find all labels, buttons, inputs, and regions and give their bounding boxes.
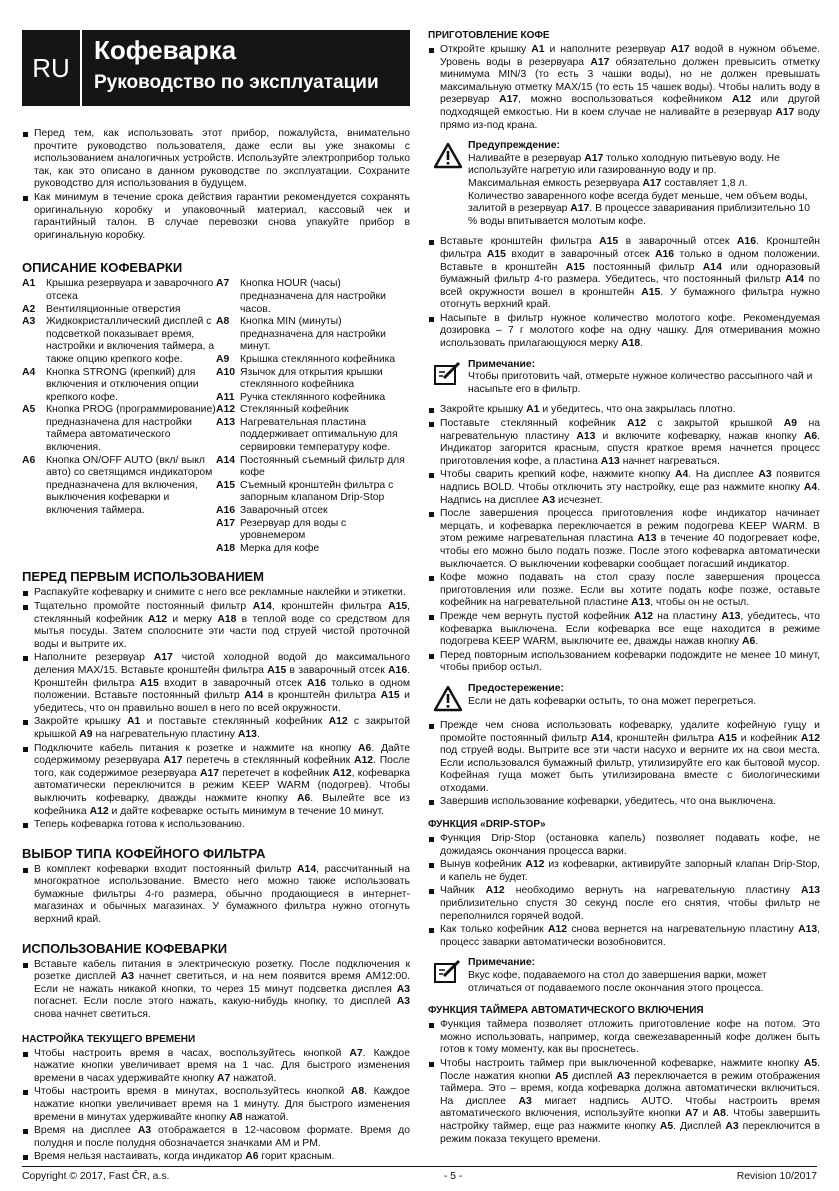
part-code: A13 <box>216 416 236 428</box>
revision: Revision 10/2017 <box>736 1171 817 1182</box>
part-item <box>22 404 216 454</box>
page-title: Кофеварка <box>94 35 237 65</box>
part-item <box>22 455 216 518</box>
list-item: Время на дисплее A3 отображается в 12-часовом формате. Время до полудня и после полудня обозначается значками AM и PM. <box>22 1125 410 1150</box>
part-description: Ручка стеклянного кофейника <box>240 391 386 403</box>
list-item: Откройте крышку A1 и наполните резервуар A17 водой в нужном объеме. Уровень воды в резервуара A17 обязательно должен превысить отметку минимума MIN/3 (то есть 3 чашки воды), но не должен превышать максимальную отметку MAX/15 (то есть 15 чашек воды). Чтобы налить воду в резервуар A17, можно воспользоваться кофейником A12 или другой подходящей емкостью. Ни в коем случае не наливайте в резервуар A17 воду прямо из-под крана. <box>428 44 820 132</box>
part-item <box>216 480 410 505</box>
part-code: A6 <box>22 454 36 466</box>
list-item: Перед тем, как использовать этот прибор, пожалуйста, внимательно прочтите руководство пользователя, даже если вы уже знакомы с использованием аналогичных устройств. Используйте электроприбор только так, как это описано в данном руководстве по эксплуатации. Сохраните руководство для использования в будущем. <box>22 128 410 191</box>
list-item: Функция таймера позволяет отложить приготовление кофе на потом. Это можно использовать, например, когда свежезаваренный кофе должен быть готов к тому моменту, как вы проснетесь. <box>428 1019 820 1057</box>
list-item: Вынув кофейник A12 из кофеварки, активируйте запорный клапан Drip-Stop, и капель не будет. <box>428 859 820 884</box>
part-description: Кнопка STRONG (крепкий) для включения и отключения опции крепкого кофе. <box>46 366 199 403</box>
section-title-description: ОПИСАНИЕ КОФЕВАРКИ <box>22 260 183 276</box>
part-description: Кнопка MIN (минуты) предназначена для настройки минут. <box>240 316 386 353</box>
time-setting-list <box>22 1048 410 1164</box>
drip-stop-list <box>428 833 820 949</box>
part-item <box>216 278 410 316</box>
timer-list <box>428 1019 820 1146</box>
list-item: Вставьте кабель питания в электрическую розетку. После подключения к розетке дисплей A3 начнет светиться, и на нем появится время AM12:00. Если не нажать никакой кнопки, то через 15 минут подсветка дисплея A3 погаснет. Если после этого нажать, какую-нибудь кнопку, то дисплей A3 снова начнет светиться. <box>22 959 410 1022</box>
part-code: A15 <box>216 479 236 491</box>
language-code: RU <box>22 30 82 106</box>
section-title-filter-type: ВЫБОР ТИПА КОФЕЙНОГО ФИЛЬТРА <box>22 845 266 861</box>
part-description: Заварочный отсек <box>240 505 328 517</box>
page-subtitle: Руководство по эксплуатации <box>94 72 379 93</box>
part-description: Нагревательная пластина поддерживает оптимальную для сервировки температуру кофе. <box>240 416 398 454</box>
left-column <box>22 30 410 1165</box>
preparation-list-4 <box>428 720 820 809</box>
warning-line: Максимальная емкость резервуара A17 составляет 1,8 л. <box>468 177 748 189</box>
part-code: A16 <box>216 505 236 517</box>
part-code: A18 <box>216 542 236 554</box>
first-use-list <box>22 587 410 831</box>
list-item: Чтобы настроить время в минутах, воспользуйтесь кнопкой A8. Каждое нажатие кнопки увеличивает время на 1 минуту. Для быстрого изменения времени в минутах удерживайте кнопку A8 нажатой. <box>22 1086 410 1124</box>
section-title-preparation: ПРИГОТОВЛЕНИЕ КОФЕ <box>428 30 550 41</box>
list-item: Завершив использование кофеварки, убедитесь, что она выключена. <box>428 796 820 809</box>
part-item <box>216 417 410 455</box>
warning-box <box>428 140 820 228</box>
list-item: Чтобы сварить крепкий кофе, нажмите кнопку A4. На дисплее A3 появится надпись BOLD. Чтобы отключить эту настройку, еще раз нажмите кнопку A4. Надпись на дисплее A3 исчезнет. <box>428 469 820 507</box>
note-pencil-icon <box>433 361 463 387</box>
list-item: Прежде чем снова использовать кофеварку, удалите кофейную гущу и промойте постоянный фильтр A14, кронштейн фильтра A15 и кофейник A12 под струей воды. Вытрите все эти части насухо и верните их на свои места. Если использовался бумажный фильтр, утилизируйте его как бытовой мусор. Кофейная гуща может быть утилизирована вместе с биологическими отходами. <box>428 720 820 796</box>
list-item: Прежде чем вернуть пустой кофейник A12 на пластину A13, убедитесь, что кофеварка выключена. Если кофеварка все еще находится в режиме подогрева KEEP WARM, выключите ее, дважды нажав кнопку A6. <box>428 611 820 649</box>
right-column <box>428 30 820 1147</box>
note-title: Примечание: <box>468 957 536 969</box>
part-code: A2 <box>22 303 36 315</box>
part-code: A7 <box>216 278 230 290</box>
section-title-time-setting: НАСТРОЙКА ТЕКУЩЕГО ВРЕМЕНИ <box>22 1033 196 1045</box>
part-description: Кнопка ON/OFF AUTO (вкл/ выкл авто) со светящимся индикатором предназначена для включения, выключения кофеварки и включения таймера. <box>46 454 213 517</box>
list-item: Закройте крышку A1 и поставьте стеклянный кофейник A12 с закрытой крышкой A9 на нагревательную пластину A13. <box>22 716 410 741</box>
part-code: A4 <box>22 366 36 378</box>
part-item <box>216 354 410 367</box>
part-description: Постоянный съемный фильтр для кофе <box>240 454 405 479</box>
part-code: A14 <box>216 454 236 466</box>
part-item <box>216 404 410 417</box>
part-item <box>22 304 216 317</box>
header-banner <box>22 30 410 106</box>
part-code: A8 <box>216 316 230 328</box>
page-number: - 5 - <box>443 1171 463 1182</box>
list-item: После завершения процесса приготовления кофе индикатор начинает мерцать, и кофеварка переключается в режим подогрева KEEP WARM. В этом режиме нагревательная пластина A13 в течение 40 подогревает кофе, чтобы его можно было подать позже. После этого кофеварка автоматически выключается. О выключении кофеварки сообщает погасший индикатор. <box>428 508 820 571</box>
list-item: Насыпьте в фильтр нужное количество молотого кофе. Рекомендуемая дозировка – 7 г молотого кофе на одну чашку. Для отмеривания можно использовать прилагающуюся мерку A18. <box>428 313 820 351</box>
list-item: Закройте крышку A1 и убедитесь, что она закрылась плотно. <box>428 404 820 417</box>
part-code: A3 <box>22 316 36 328</box>
part-description: Вентиляционные отверстия <box>46 303 181 315</box>
note-pencil-icon <box>433 959 463 985</box>
part-description: Жидкокристаллический дисплей с подсветкой показывает время, настройки и включения таймера, а также опцию крепкого кофе. <box>46 316 215 365</box>
part-item <box>216 505 410 518</box>
caution-icon <box>433 685 463 712</box>
preparation-list-3 <box>428 404 820 674</box>
list-item: Чтобы настроить таймер при выключенной кофеварке, нажмите кнопку A5. После нажатия кнопки A5 дисплей A3 переключается в режим отображения таймера. Это – время, когда кофеварка должна автоматически включиться. На дисплее A3 мигает надпись AUTO. Чтобы настроить время автоматического включения, используйте кнопки A7 и A8. Чтобы завершить настройку таймер, еще раз нажмите кнопку A5. Дисплей A3 переключится в режим показа текущего времени. <box>428 1058 820 1146</box>
list-item: Наполните резервуар A17 чистой холодной водой до максимального деления MAX/15. Вставьте кронштейн фильтра A15 в заварочный отсек A16. Кронштейн фильтра A15 входит в заварочный отсек A16 только в одном положении. Вставьте постоянный фильтр A14 в кронштейн фильтра A15 и убедитесь, что он правильно вошел в него по всей окружности. <box>22 652 410 715</box>
list-item: Подключите кабель питания к розетке и нажмите на кнопку A6. Дайте содержимому резервуара A17 перетечь в стеклянный кофейник A12. После того, как содержимое резервуара A17 перетечет в кофейник A12, кофеварка автоматически переключится в режим KEEP WARM (подогрев). Чтобы выключить кофеварку, дважды нажмите кнопку A6. Вылейте все из кофейника A12 и дайте кофеварке остыть минимум в течение 10 минут. <box>22 743 410 819</box>
part-description: Кнопка HOUR (часы) предназначена для настройки часов. <box>240 278 386 315</box>
warning-line: Количество заваренного кофе всегда будет меньше, чем объем воды, залитой в резервуар A17. В процессе заваривания приблизительно 10 % воды впитывается молотым кофе. <box>468 190 810 227</box>
note-line: Вкус кофе, подаваемого на стол до завершения варки, может отличаться от подаваемого после окончания этого процесса. <box>468 970 767 994</box>
list-item: Функция Drip-Stop (остановка капель) позволяет подавать кофе, не дожидаясь окончания процесса варки. <box>428 833 820 858</box>
section-title-drip-stop: ФУНКЦИЯ «DRIP-STOP» <box>428 819 546 831</box>
part-code: A5 <box>22 404 36 416</box>
warning-icon <box>433 142 463 169</box>
part-item <box>22 278 216 303</box>
part-description: Крышка резервуара и заварочного отсека <box>46 278 214 302</box>
part-item <box>22 316 216 366</box>
preparation-list-2 <box>428 236 820 350</box>
part-item <box>22 367 216 405</box>
warning-line: Наливайте в резервуар A17 только холодную питьевую воду. Не используйте нагретую или газированную воду и пр. <box>468 152 780 177</box>
usage-list <box>22 959 410 1022</box>
part-code: A9 <box>216 353 230 365</box>
part-item <box>216 518 410 543</box>
part-description: Стеклянный кофейник <box>240 404 349 416</box>
caution-title: Предостережение: <box>468 682 564 694</box>
part-description: Мерка для кофе <box>240 542 320 554</box>
note-box <box>428 359 820 397</box>
list-item: Тщательно промойте постоянный фильтр A14, кронштейн фильтра A15, стеклянный кофейник A12 и мерку A18 в теплой воде со средством для мытья посуды. Затем сполосните эти части под струей чистой проточной воды и вытрите их. <box>22 601 410 651</box>
copyright: Copyright © 2017, Fast ČR, a.s. <box>22 1171 170 1182</box>
list-item: Теперь кофеварка готова к использованию. <box>22 819 410 832</box>
list-item: Чтобы настроить время в часах, воспользуйтесь кнопкой A7. Каждое нажатие кнопки увеличивает время на 1 час. Для быстрого изменения времени в часах удерживайте кнопку A7 нажатой. <box>22 1048 410 1086</box>
list-item: Поставьте стеклянный кофейник A12 с закрытой крышкой A9 на нагревательную пластину A13 и включите кофеварку, нажав кнопку A6. Индикатор загорится красным, спустя краткое время начнется процесс приготовления кофе, а пластина A13 начнет нагреваться. <box>428 418 820 468</box>
part-description: Кнопка PROG (программирование) предназначена для настройки таймера автоматического включения. <box>46 404 216 454</box>
list-item: Как минимум в течение срока действия гарантии рекомендуется сохранять оригинальную коробку и упаковочный материал, кассовый чек и гарантийный талон. В случае перевозки снова упакуйте прибор в оригинальную коробку. <box>22 192 410 242</box>
warning-title: Предупреждение: <box>468 140 561 152</box>
page-footer <box>22 1166 817 1182</box>
part-code: A17 <box>216 517 236 529</box>
note-box <box>428 957 820 995</box>
note-title: Примечание: <box>468 358 536 370</box>
list-item: Как только кофейник A12 снова вернется на нагревательную пластину A13, процесс заварки автоматически возобновится. <box>428 924 820 949</box>
part-description: Резервуар для воды с уровнемером <box>240 517 347 542</box>
part-item <box>216 543 410 556</box>
part-item <box>216 316 410 354</box>
list-item: Время нельзя настаивать, когда индикатор A6 горит красным. <box>22 1151 410 1164</box>
section-title-usage: ИСПОЛЬЗОВАНИЕ КОФЕВАРКИ <box>22 940 228 956</box>
part-item <box>216 455 410 480</box>
caution-line: Если не дать кофеварки остыть, то она может перегреться. <box>468 695 757 707</box>
part-description: Крышка стеклянного кофейника <box>240 353 396 365</box>
part-item <box>216 392 410 405</box>
caution-box <box>428 683 820 712</box>
section-title-first-use: ПЕРЕД ПЕРВЫМ ИСПОЛЬЗОВАНИЕМ <box>22 569 264 585</box>
part-code: A10 <box>216 366 236 378</box>
intro-list <box>22 128 410 242</box>
part-description: Язычок для открытия крышки стеклянного кофейника <box>240 366 383 391</box>
list-item: Перед повторным использованием кофеварки подождите не менее 10 минут, чтобы прибор остыл. <box>428 650 820 675</box>
list-item: Распакуйте кофеварку и снимите с него все рекламные наклейки и этикетки. <box>22 587 410 600</box>
filter-type-list <box>22 864 410 927</box>
part-code: A11 <box>216 391 235 403</box>
part-code: A12 <box>216 404 236 416</box>
part-code: A1 <box>22 278 36 290</box>
part-description: Съемный кронштейн фильтра с запорным клапаном Drip-Stop <box>240 479 394 504</box>
note-line: Чтобы приготовить чай, отмерьте нужное количество рассыпного чай и насыпьте его в фильтр. <box>468 371 813 395</box>
list-item: Кофе можно подавать на стол сразу после завершения процесса приготовления или позже. Если вы хотите подать кофе позже, оставьте кофейник на нагревательной пластине A13, чтобы он не остыл. <box>428 572 820 610</box>
list-item: Чайник A12 необходимо вернуть на нагревательную пластину A13 приблизительно спустя 30 секунд после его снятия, чтобы фильтр не переполнился горячей водой. <box>428 885 820 923</box>
preparation-list-1 <box>428 44 820 132</box>
part-item <box>216 367 410 392</box>
list-item: В комплект кофеварки входит постоянный фильтр A14, рассчитанный на многократное использование. Вместо него можно также использовать бумажные фильтры 4-го размера, обычно продающиеся в интернет-магазинах и обычных магазинах. У бумажного фильтра нужно отогнуть верхний край. <box>22 864 410 927</box>
section-title-timer: ФУНКЦИЯ ТАЙМЕРА АВТОМАТИЧЕСКОГО ВКЛЮЧЕНИЯ <box>428 1005 704 1017</box>
list-item: Вставьте кронштейн фильтра A15 в заварочный отсек A16. Кронштейн фильтра A15 входит в заварочный отсек A16 только в одном положении. Вставьте в кронштейн A15 постоянный фильтр A14 или одноразовый бумажный фильтр 4-го размера. Убедитесь, что постоянный фильтр A14 по всей окружности вошел в кронштейн A15. У бумажного фильтра нужно отогнуть верхний край. <box>428 236 820 312</box>
parts-list <box>22 278 410 555</box>
